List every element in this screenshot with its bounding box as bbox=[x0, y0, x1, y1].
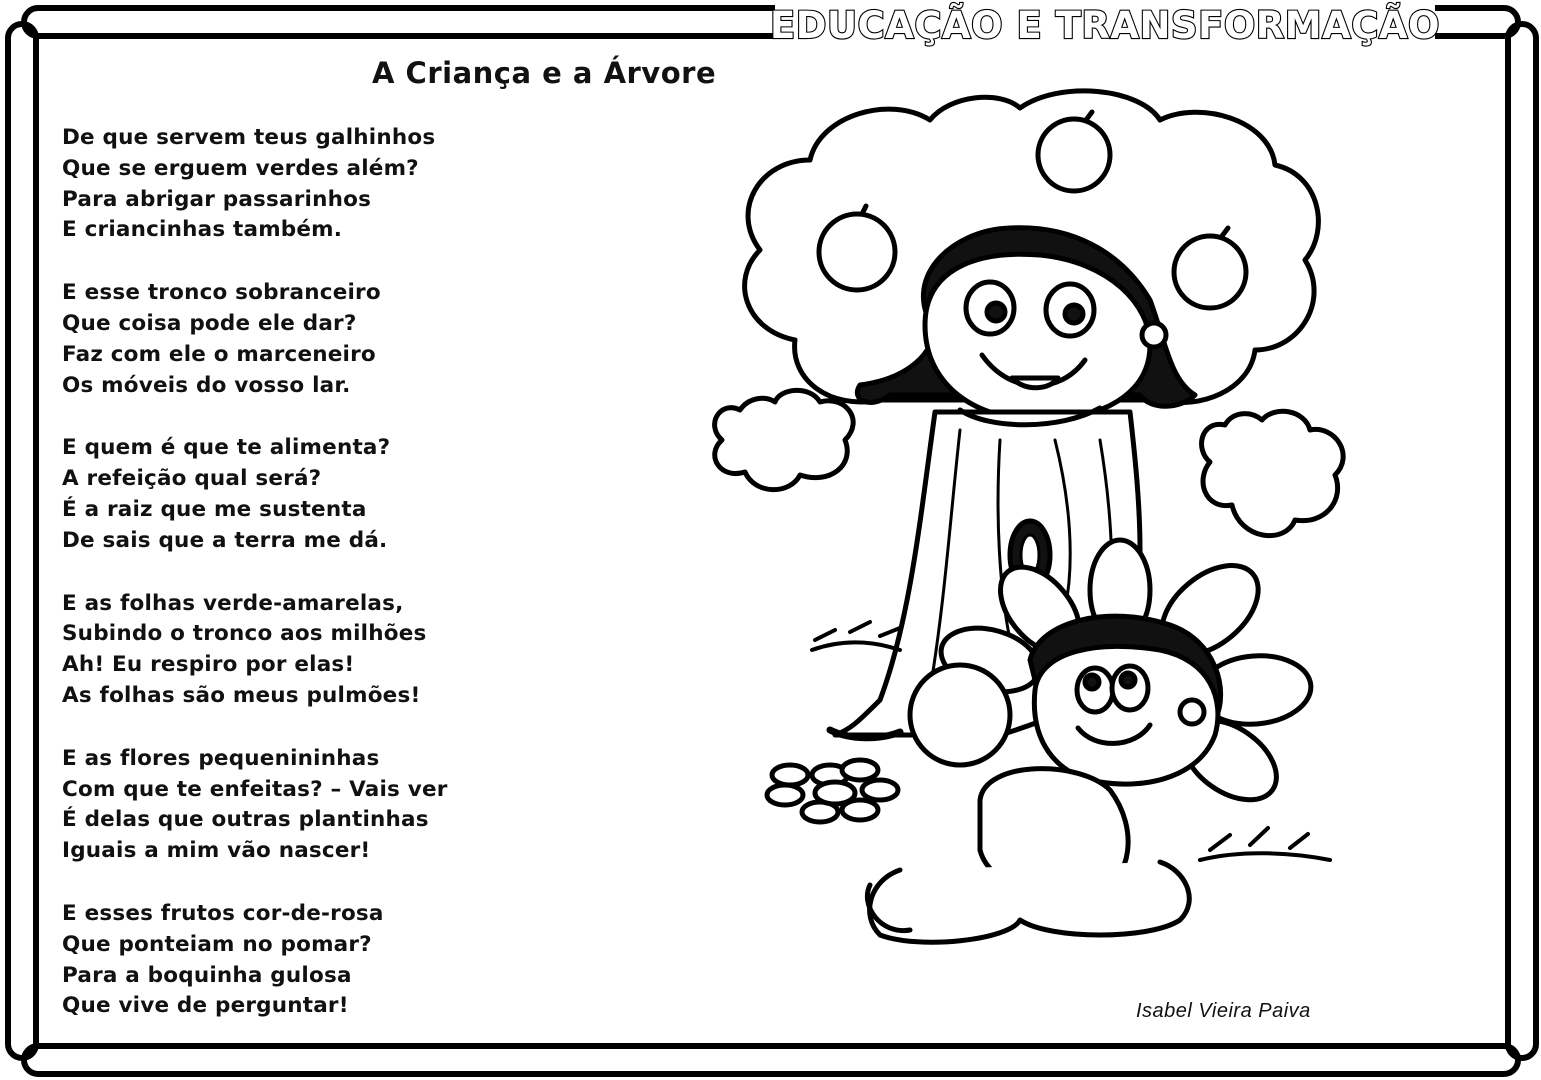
poem-line: As folhas são meus pulmões! bbox=[62, 682, 421, 708]
poem-line: Os móveis do vosso lar. bbox=[62, 372, 351, 398]
poem-line: Faz com ele o marceneiro bbox=[62, 341, 376, 367]
poem-line: Iguais a mim vão nascer! bbox=[62, 838, 371, 864]
stanza-4 bbox=[62, 589, 622, 712]
poem-author: Isabel Vieira Paiva bbox=[1136, 1000, 1311, 1022]
poem-line: É delas que outras plantinhas bbox=[62, 807, 429, 833]
poem-line: Ah! Eu respiro por elas! bbox=[62, 652, 355, 678]
poem-body bbox=[62, 123, 622, 1054]
poem-line: De sais que a terra me dá. bbox=[62, 527, 388, 553]
banner-text: EDUCAÇÃO E TRANSFORMAÇÃO bbox=[770, 3, 1440, 47]
poem-line: Para abrigar passarinhos bbox=[62, 186, 372, 212]
poem-line: Que vive de perguntar! bbox=[62, 993, 349, 1019]
tree-girl-and-flower-boy-drawing bbox=[700, 80, 1380, 980]
stanza-5 bbox=[62, 744, 622, 867]
orange-fruit bbox=[819, 214, 895, 290]
right-leaf-cluster bbox=[1202, 411, 1344, 535]
poem-line: Para a boquinha gulosa bbox=[62, 962, 352, 988]
stanza-1 bbox=[62, 123, 622, 246]
poem-line: E quem é que te alimenta? bbox=[62, 435, 391, 461]
daisy-flower bbox=[767, 760, 898, 822]
poem-line: Subindo o tronco aos milhões bbox=[62, 621, 427, 647]
held-fruit bbox=[910, 665, 1010, 765]
poem-line: É a raiz que me sustenta bbox=[62, 496, 367, 522]
poem-line: A refeição qual será? bbox=[62, 466, 322, 492]
stanza-3 bbox=[62, 433, 622, 556]
stanza-2 bbox=[62, 278, 622, 401]
poem-line: Que se erguem verdes além? bbox=[62, 155, 419, 181]
poem-line: Que ponteiam no pomar? bbox=[62, 931, 372, 957]
banner bbox=[770, 0, 1440, 50]
orange-fruit bbox=[1038, 119, 1110, 191]
poem-title: A Criança e a Árvore bbox=[372, 56, 717, 90]
poem-line: E esse tronco sobranceiro bbox=[62, 280, 381, 306]
poem-line: De que servem teus galhinhos bbox=[62, 125, 436, 150]
left-leaf-cluster bbox=[715, 390, 854, 489]
stanza-6 bbox=[62, 899, 622, 1022]
poem-line: Com que te enfeitas? – Vais ver bbox=[62, 776, 448, 802]
poem-line: E esses frutos cor-de-rosa bbox=[62, 900, 384, 926]
orange-fruit bbox=[1174, 236, 1246, 308]
poem-line: E as flores pequenininhas bbox=[62, 745, 380, 771]
poem-line: E as folhas verde-amarelas, bbox=[62, 590, 404, 616]
poem-line: E criancinhas também. bbox=[62, 217, 343, 243]
poem-line: Que coisa pode ele dar? bbox=[62, 310, 357, 336]
